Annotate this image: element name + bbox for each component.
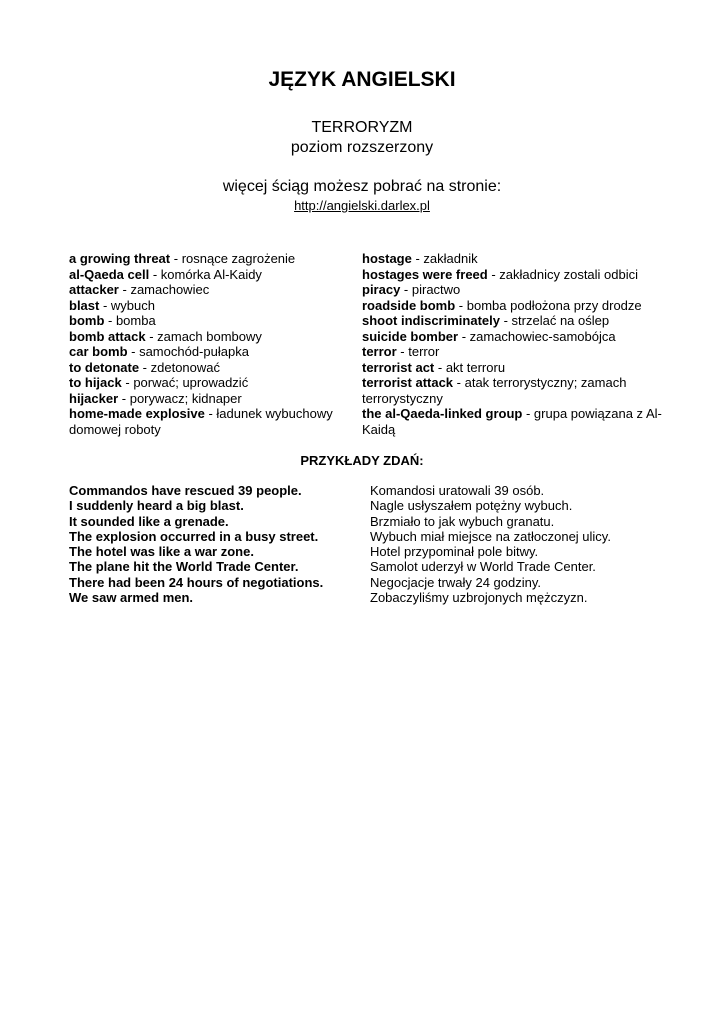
example-pl: Hotel przypominał pole bitwy. <box>370 544 539 560</box>
example-en: Commandos have rescued 39 people. <box>69 483 302 498</box>
examples-list <box>69 483 669 605</box>
example-pl: Brzmiało to jak wybuch granatu. <box>370 513 555 529</box>
vocab-entry: car bomb - samochód-pułapka <box>69 344 249 359</box>
vocab-pl: porwać; uprowadzić <box>133 375 249 390</box>
vocab-pl: zakładnik <box>423 251 478 266</box>
level-subtitle: poziom rozszerzony <box>290 139 434 156</box>
vocab-pl: zamachowiec-samobójca <box>469 328 616 344</box>
example-row <box>69 483 669 498</box>
example-row <box>69 575 669 590</box>
vocab-entry: hijacker - porywacz; kidnaper <box>69 390 242 406</box>
page-title: JĘZYK ANGIELSKI <box>268 68 456 91</box>
vocab-pl: komórka Al-Kaidy <box>160 266 262 282</box>
vocab-entry: terrorist act - akt terroru <box>362 359 506 375</box>
vocab-en: to hijack <box>69 375 122 390</box>
vocab-en: shoot indiscriminately <box>362 313 500 328</box>
vocab-entry: hostage - zakładnik <box>362 251 478 266</box>
vocab-pl: rosnące zagrożenie <box>181 251 296 266</box>
vocab-en: hijacker <box>69 390 119 406</box>
vocab-pl: wybuch <box>110 297 155 313</box>
example-row <box>69 498 669 513</box>
vocab-en: hostage <box>362 251 412 266</box>
example-en: The explosion occurred in a busy street. <box>69 528 319 544</box>
website-link[interactable]: http://angielski.darlex.pl <box>294 198 430 213</box>
vocab-en: suicide bomber <box>362 328 459 344</box>
vocab-pl: zamach bombowy <box>157 328 262 344</box>
vocab-en: to detonate <box>69 359 140 375</box>
vocab-pl: zakładnicy zostali odbici <box>499 266 639 282</box>
vocab-entry: terrorist attack - atak terrorystyczny; zamach terrorystyczny <box>362 375 627 406</box>
vocab-entry: bomb attack - zamach bombowy <box>69 328 262 344</box>
more-text: więcej ściąg możesz pobrać na stronie: <box>222 178 502 195</box>
vocab-pl: bomba podłożona przy drodze <box>466 297 642 313</box>
example-row <box>69 514 669 529</box>
vocab-pl: strzelać na oślep <box>511 313 610 328</box>
vocab-entry: a growing threat - rosnące zagrożenie <box>69 251 296 266</box>
example-en: I suddenly heard a big blast. <box>69 498 244 514</box>
vocab-en: terror <box>362 344 397 359</box>
vocab-en: terrorist attack <box>362 375 454 390</box>
example-pl: Samolot uderzył w World Trade Center. <box>370 559 596 575</box>
link-container <box>0 198 724 213</box>
vocab-column-left <box>69 251 351 437</box>
vocab-entry: suicide bomber - zamachowiec-samobójca <box>362 328 616 344</box>
example-pl: Negocjacje trwały 24 godziny. <box>370 574 542 590</box>
vocab-entry: to detonate - zdetonować <box>69 359 221 375</box>
example-pl: Komandosi uratowali 39 osób. <box>370 483 545 498</box>
vocab-entry: attacker - zamachowiec <box>69 282 210 297</box>
vocab-pl: grupa powiązana z Al-Kaidą <box>362 406 662 437</box>
vocab-pl: ładunek wybuchowy domowej roboty <box>69 406 333 437</box>
example-pl: Wybuch miał miejsce na zatłoczonej ulicy. <box>370 528 611 544</box>
example-pl: Zobaczyliśmy uzbrojonych mężczyzn. <box>370 590 588 606</box>
vocab-en: home-made explosive <box>69 406 205 421</box>
vocab-en: bomb attack <box>69 328 146 344</box>
vocab-pl: samochód-pułapka <box>139 344 249 359</box>
vocab-en: hostages were freed <box>362 266 488 282</box>
vocab-en: blast <box>69 297 100 313</box>
vocab-en: the al-Qaeda-linked group <box>362 406 523 421</box>
vocab-pl: piractwo <box>411 282 461 297</box>
vocab-entry: piracy - piractwo <box>362 282 461 297</box>
vocab-entry: the al-Qaeda-linked group - grupa powiązana z Al-Kaidą <box>362 406 662 437</box>
example-row <box>69 590 669 605</box>
vocab-pl: zdetonować <box>150 359 221 375</box>
vocab-pl: bomba <box>115 313 156 328</box>
vocab-en: al-Qaeda cell <box>69 266 150 282</box>
example-row <box>69 559 669 574</box>
example-en: The plane hit the World Trade Center. <box>69 559 299 575</box>
example-pl: Nagle usłyszałem potężny wybuch. <box>370 498 573 514</box>
vocab-entry: terror - terror <box>362 344 440 359</box>
vocab-en: roadside bomb <box>362 297 456 313</box>
vocab-pl: porywacz; kidnaper <box>129 390 242 406</box>
topic-title: TERRORYZM <box>311 119 413 136</box>
vocab-pl: zamachowiec <box>130 282 210 297</box>
example-en: There had been 24 hours of negotiations. <box>69 574 324 590</box>
vocab-en: terrorist act <box>362 359 435 375</box>
examples-heading: PRZYKŁADY ZDAŃ: <box>300 453 424 468</box>
vocab-entry: home-made explosive - ładunek wybuchowy domowej roboty <box>69 406 333 437</box>
vocab-pl: atak terrorystyczny; zamach terrorystyczny <box>362 375 627 406</box>
vocab-en: piracy <box>362 282 401 297</box>
example-en: We saw armed men. <box>69 590 194 606</box>
vocab-entry: to hijack - porwać; uprowadzić <box>69 375 249 390</box>
example-en: The hotel was like a war zone. <box>69 544 254 560</box>
vocab-entry: blast - wybuch <box>69 297 155 313</box>
example-row <box>69 529 669 544</box>
example-row <box>69 544 669 559</box>
vocab-entry: bomb - bomba <box>69 313 156 328</box>
example-en: It sounded like a grenade. <box>69 513 229 529</box>
vocab-pl: terror <box>408 344 440 359</box>
vocab-column-right <box>362 251 662 437</box>
vocab-entry: shoot indiscriminately - strzelać na oślep <box>362 313 610 328</box>
vocab-entry: roadside bomb - bomba podłożona przy drodze <box>362 297 642 313</box>
vocab-pl: akt terroru <box>445 359 506 375</box>
vocab-entry: hostages were freed - zakładnicy zostali odbici <box>362 266 639 282</box>
vocab-entry: al-Qaeda cell - komórka Al-Kaidy <box>69 266 262 282</box>
vocab-en: car bomb <box>69 344 128 359</box>
vocab-en: a growing threat <box>69 251 171 266</box>
vocab-en: bomb <box>69 313 105 328</box>
vocab-en: attacker <box>69 282 119 297</box>
